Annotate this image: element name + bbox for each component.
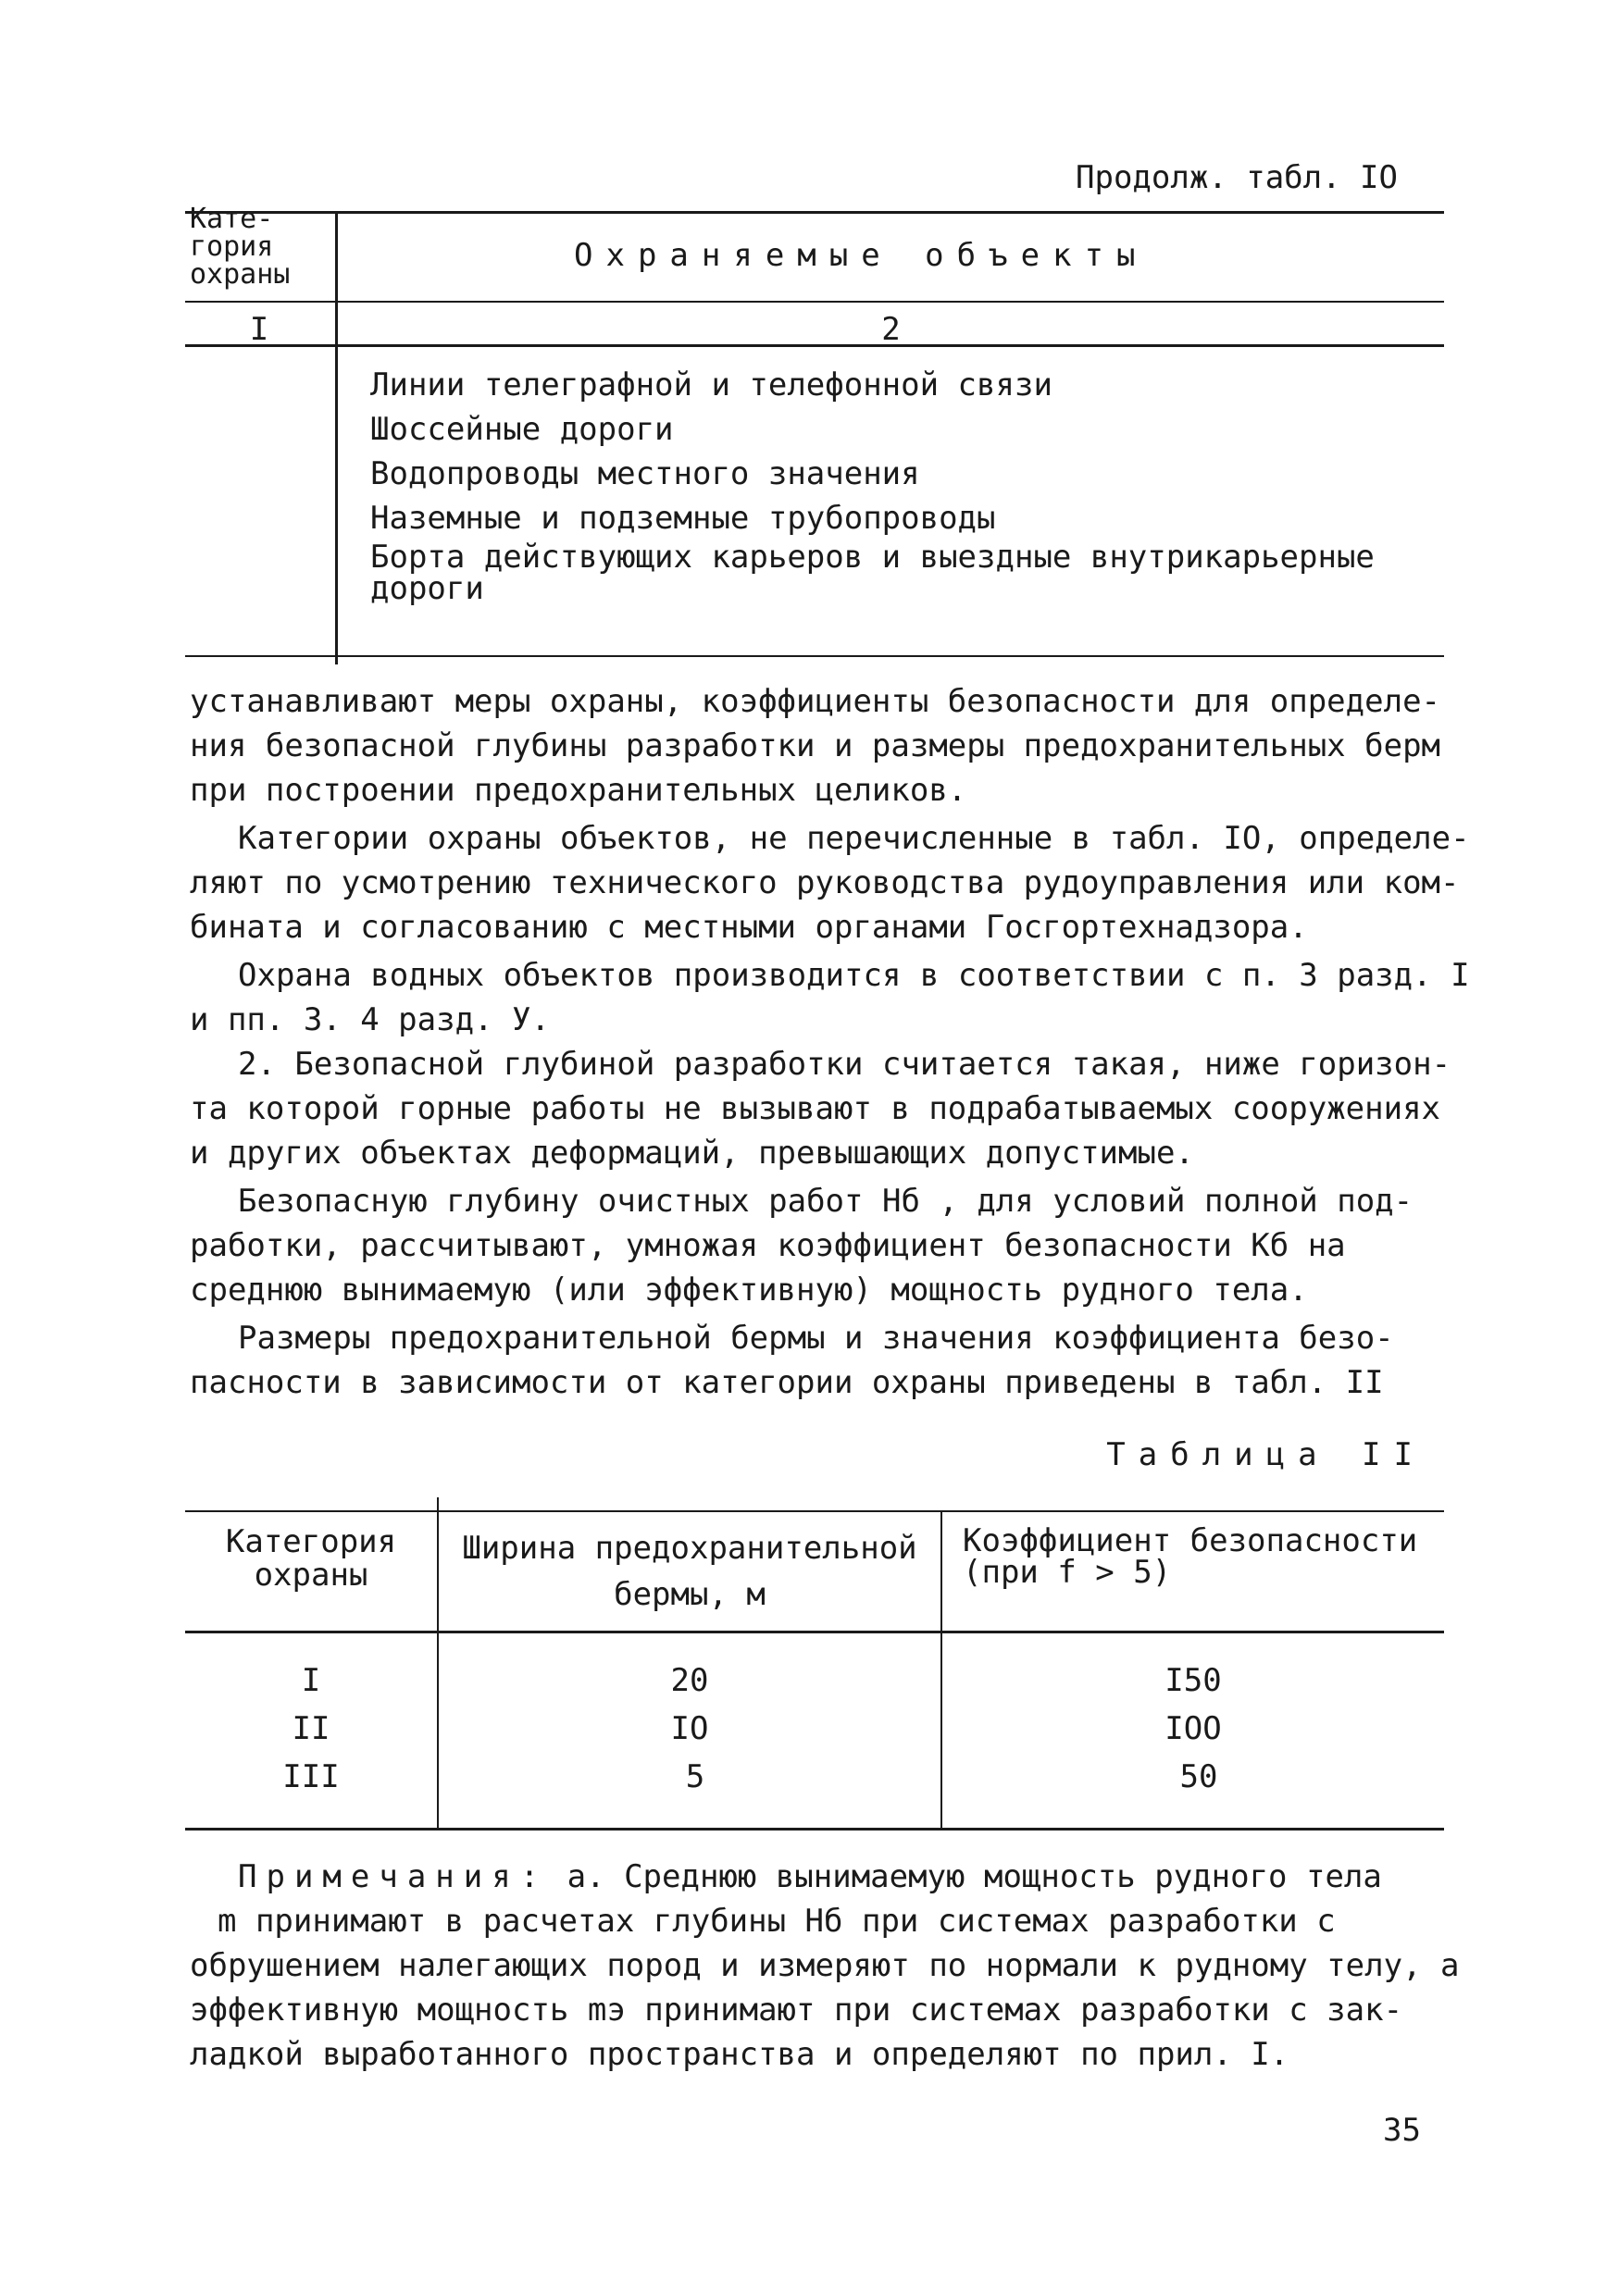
text-line: 2. Безопасной глубиной разработки считается такая, ниже горизон- xyxy=(238,1046,1451,1083)
text-line: при построении предохранительных целиков. xyxy=(190,772,967,809)
notes-line: эффективную мощность mэ принимают при системах разработки с зак- xyxy=(190,1992,1403,2029)
table-cell: III xyxy=(282,1758,340,1795)
table-cell: I50 xyxy=(1164,1662,1222,1699)
table10-header-rule xyxy=(185,301,1444,303)
notes-first-line xyxy=(238,1855,1459,1899)
paragraph-4 xyxy=(190,1042,1451,1175)
table-cell: I xyxy=(301,1662,321,1699)
table-cell: 5 xyxy=(685,1758,705,1795)
header-line: бермы, м xyxy=(614,1576,766,1613)
notes-line: ладкой выработанного пространства и определяют по прил. I. xyxy=(190,2036,1289,2073)
notes-line: а. Среднюю вынимаемую мощность рудного тела xyxy=(567,1858,1382,1895)
text-line: пасности в зависимости от категории охраны приведены в табл. II xyxy=(190,1364,1384,1401)
text-line: и других объектах деформаций, превышающих допустимые. xyxy=(190,1135,1194,1172)
table10-bottom-rule xyxy=(185,655,1444,657)
table10-header-category xyxy=(190,205,329,289)
notes-label: Примечания: xyxy=(238,1858,549,1895)
text-line: среднюю вынимаемую (или эффективную) мощность рудного тела. xyxy=(190,1272,1308,1309)
continuation-label: Продолж. табл. IO xyxy=(1076,159,1398,196)
table10-index-1: I xyxy=(249,311,269,348)
table11-header-category xyxy=(185,1525,437,1592)
table-cell: IO xyxy=(670,1710,709,1747)
header-line: Категория xyxy=(225,1523,397,1560)
table11-top-rule xyxy=(185,1510,1444,1512)
table11-col-coef xyxy=(942,1657,1444,1801)
text-line: Безопасную глубину очистных работ Hб , для условий полной под- xyxy=(238,1183,1414,1220)
page-number: 35 xyxy=(1383,2112,1421,2149)
table10-header-objects: Охраняемые объекты xyxy=(574,237,1149,274)
text-line: устанавливают меры охраны, коэффициенты безопасности для определе- xyxy=(190,683,1441,720)
text-line: Категории охраны объектов, не перечисленные в табл. IO, определе- xyxy=(238,820,1470,857)
table10-row: Водопроводы местного значения xyxy=(370,455,920,492)
text-line: и пп. 3. 4 разд. У. xyxy=(190,1001,550,1038)
table10-row: дороги xyxy=(370,570,484,607)
header-line: охраны xyxy=(254,1557,368,1594)
table-cell: 50 xyxy=(1179,1758,1218,1795)
table11-header-coef xyxy=(963,1522,1444,1591)
text-line: Размеры предохранительной бермы и значения коэффициента безо- xyxy=(238,1320,1394,1357)
table-cell: IOO xyxy=(1164,1710,1222,1747)
header-category-line3: охраны xyxy=(190,258,291,291)
paragraph-1 xyxy=(190,679,1440,813)
header-category-line2: гория xyxy=(190,230,274,263)
table-cell: 20 xyxy=(670,1662,709,1699)
text-line: та которой горные работы не вызывают в подрабатываемых сооружениях xyxy=(190,1090,1441,1127)
table11-col-category xyxy=(185,1657,437,1801)
table11-col-width xyxy=(439,1657,940,1801)
table-cell: II xyxy=(292,1710,330,1747)
header-line: Ширина предохранительной xyxy=(462,1530,917,1567)
paragraph-5 xyxy=(190,1179,1414,1312)
header-line: (при f > 5) xyxy=(963,1554,1172,1591)
text-line: ния безопасной глубины разработки и размеры предохранительных берм xyxy=(190,727,1441,764)
paragraph-6 xyxy=(190,1316,1394,1405)
text-line: Охрана водных объектов производится в соответствии с п. 3 разд. I xyxy=(238,957,1470,994)
table10-top-rule xyxy=(185,211,1444,214)
table11-bottom-rule xyxy=(185,1828,1444,1831)
table10-row: Шоссейные дороги xyxy=(370,411,674,448)
text-line: бината и согласованию с местными органами Госгортехнадзора. xyxy=(190,909,1308,946)
text-line: работки, рассчитывают, умножая коэффициент безопасности Kб на xyxy=(190,1227,1346,1264)
table10-row: Линии телеграфной и телефонной связи xyxy=(370,366,1052,403)
table10-col-divider xyxy=(335,211,338,664)
header-line: Коэффициент безопасности xyxy=(963,1522,1418,1559)
table10-index-2: 2 xyxy=(881,311,901,348)
paragraph-3 xyxy=(190,953,1470,1042)
notes-line: обрушением налегающих пород и измеряют по нормали к рудному телу, а xyxy=(190,1947,1460,1984)
header-category-line1: Кате- xyxy=(190,203,274,235)
paragraph-2 xyxy=(190,816,1470,949)
table11-header-rule xyxy=(185,1631,1444,1633)
table10-row: Борта действующих карьеров и выездные внутрикарьерные xyxy=(370,539,1375,576)
table11-header-width xyxy=(439,1525,940,1618)
text-line: ляют по усмотрению технического руководства рудоуправления или ком- xyxy=(190,864,1460,901)
notes-line: m принимают в расчетах глубины Hб при системах разработки с xyxy=(218,1903,1336,1940)
table10-row: Наземные и подземные трубопроводы xyxy=(370,500,996,537)
notes xyxy=(190,1855,1460,2077)
table11-caption: Таблица II xyxy=(1106,1436,1426,1473)
